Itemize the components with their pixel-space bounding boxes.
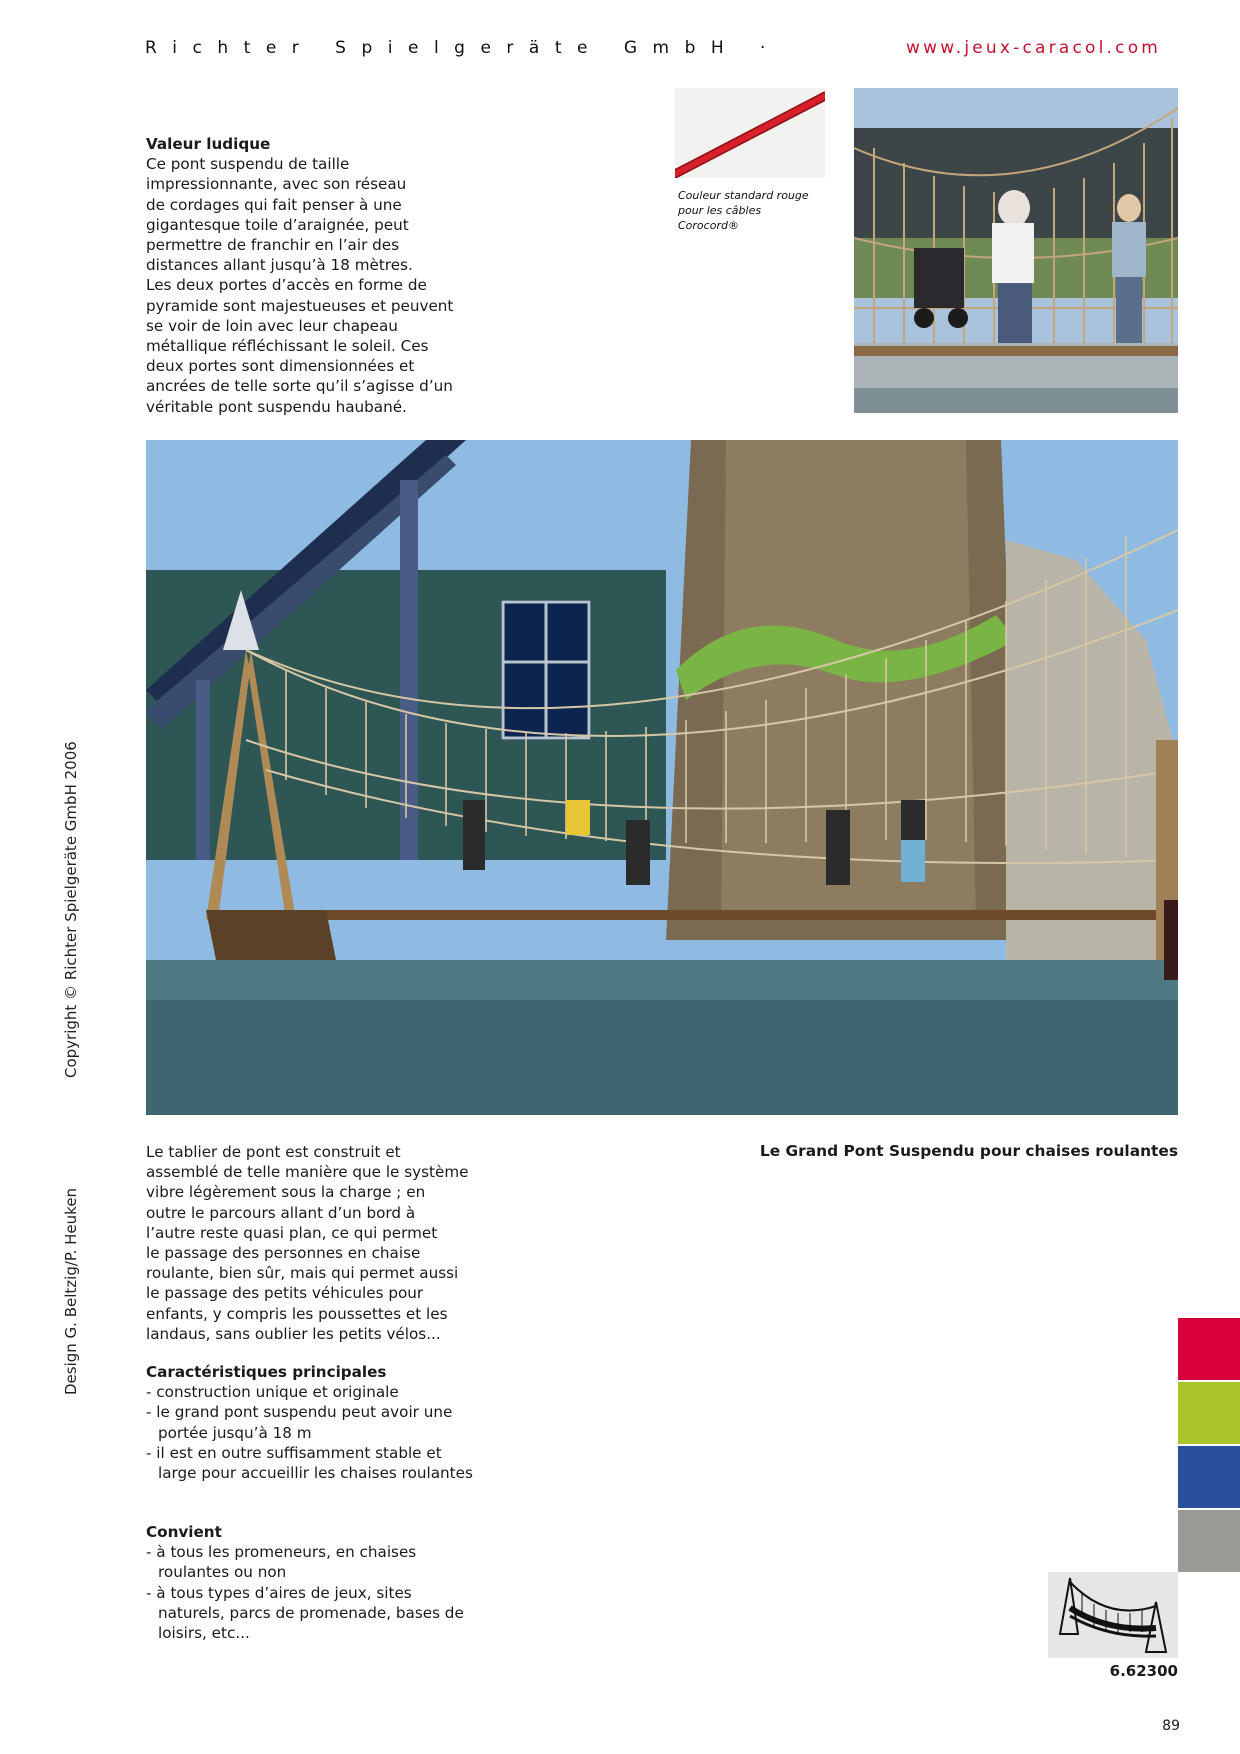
intro-heading: Valeur ludique bbox=[146, 135, 271, 153]
intro-line: gigantesque toile d’araignée, peut bbox=[146, 215, 409, 234]
description-line: vibre légèrement sous la charge ; en bbox=[146, 1183, 426, 1202]
rope-caption-line: Couleur standard rouge bbox=[678, 189, 809, 202]
intro-line: pyramide sont majestueuses et peuvent bbox=[146, 296, 454, 315]
rope-caption-line: pour les câbles bbox=[678, 204, 762, 217]
intro-line: distances allant jusqu’à 18 mètres. bbox=[146, 256, 413, 275]
main-bridge-photo bbox=[146, 440, 1178, 1115]
page-number: 89 bbox=[1162, 1718, 1180, 1734]
description-line: enfants, y compris les poussettes et les bbox=[146, 1304, 448, 1323]
product-number: 6.62300 bbox=[1109, 1662, 1178, 1680]
description-line: landaus, sans oublier les petits vélos... bbox=[146, 1324, 441, 1343]
list-item: - à tous les promeneurs, en chaises roulantes ou non bbox=[146, 1543, 417, 1582]
suitable-heading: Convient bbox=[146, 1523, 222, 1541]
suitable-section bbox=[146, 1522, 476, 1643]
description-line: outre le parcours allant d’un bord à bbox=[146, 1203, 416, 1222]
intro-line: de cordages qui fait penser à une bbox=[146, 195, 402, 214]
intro-section bbox=[146, 134, 476, 417]
intro-line: Les deux portes d’accès en forme de bbox=[146, 276, 427, 295]
intro-line: deux portes sont dimensionnées et bbox=[146, 357, 415, 376]
suitable-list bbox=[146, 1542, 476, 1643]
description-line: assemblé de telle manière que le système bbox=[146, 1163, 469, 1182]
description-line: le passage des petits véhicules pour bbox=[146, 1284, 424, 1303]
description-section bbox=[146, 1142, 486, 1344]
list-item: - il est en outre suffisamment stable et large pour accueillir les chaises roulantes bbox=[146, 1443, 473, 1483]
header-url[interactable]: www.jeux-caracol.com bbox=[906, 38, 1162, 58]
color-swatch-grey bbox=[1178, 1510, 1240, 1572]
features-section bbox=[146, 1362, 476, 1483]
description-line: Le tablier de pont est construit et bbox=[146, 1143, 401, 1161]
list-item: - à tous types d’aires de jeux, sites naturels, parcs de promenade, bases de loisirs, etc... bbox=[146, 1583, 464, 1643]
description-line: le passage des personnes en chaise bbox=[146, 1244, 421, 1263]
intro-line: se voir de loin avec leur chapeau bbox=[146, 316, 398, 335]
bridge-people-photo bbox=[854, 88, 1178, 413]
rope-caption bbox=[678, 188, 838, 233]
product-thumbnail bbox=[1048, 1572, 1178, 1658]
main-caption: Le Grand Pont Suspendu pour chaises roulantes bbox=[759, 1142, 1178, 1160]
list-item: - le grand pont suspendu peut avoir une portée jusqu’à 18 m bbox=[146, 1403, 453, 1442]
color-swatch-red bbox=[1178, 1318, 1240, 1380]
intro-line: permettre de franchir en l’air des bbox=[146, 236, 400, 255]
features-heading: Caractéristiques principales bbox=[146, 1363, 387, 1381]
list-item: - construction unique et originale bbox=[146, 1383, 399, 1402]
intro-line: véritable pont suspendu haubané. bbox=[146, 397, 407, 416]
intro-line: impressionnante, avec son réseau bbox=[146, 175, 407, 194]
rope-sample-image bbox=[675, 88, 825, 178]
color-swatch-blue bbox=[1178, 1446, 1240, 1508]
intro-line: Ce pont suspendu de taille bbox=[146, 155, 350, 174]
description-line: roulante, bien sûr, mais qui permet aussi bbox=[146, 1264, 459, 1283]
design-credit: Design G. Beltzig/P. Heuken bbox=[62, 1187, 80, 1395]
features-list bbox=[146, 1382, 476, 1483]
intro-line: métallique réfléchissant le soleil. Ces bbox=[146, 337, 429, 356]
header-company: Richter Spielgeräte GmbH · bbox=[145, 38, 781, 58]
copyright-credit: Copyright © Richter Spielgeräte GmbH 2006 bbox=[62, 741, 80, 1078]
color-swatch-green bbox=[1178, 1382, 1240, 1444]
intro-line: ancrées de telle sorte qu’il s’agisse d’un bbox=[146, 377, 453, 396]
rope-caption-line: Corocord® bbox=[678, 219, 739, 232]
description-line: l’autre reste quasi plan, ce qui permet bbox=[146, 1223, 438, 1242]
